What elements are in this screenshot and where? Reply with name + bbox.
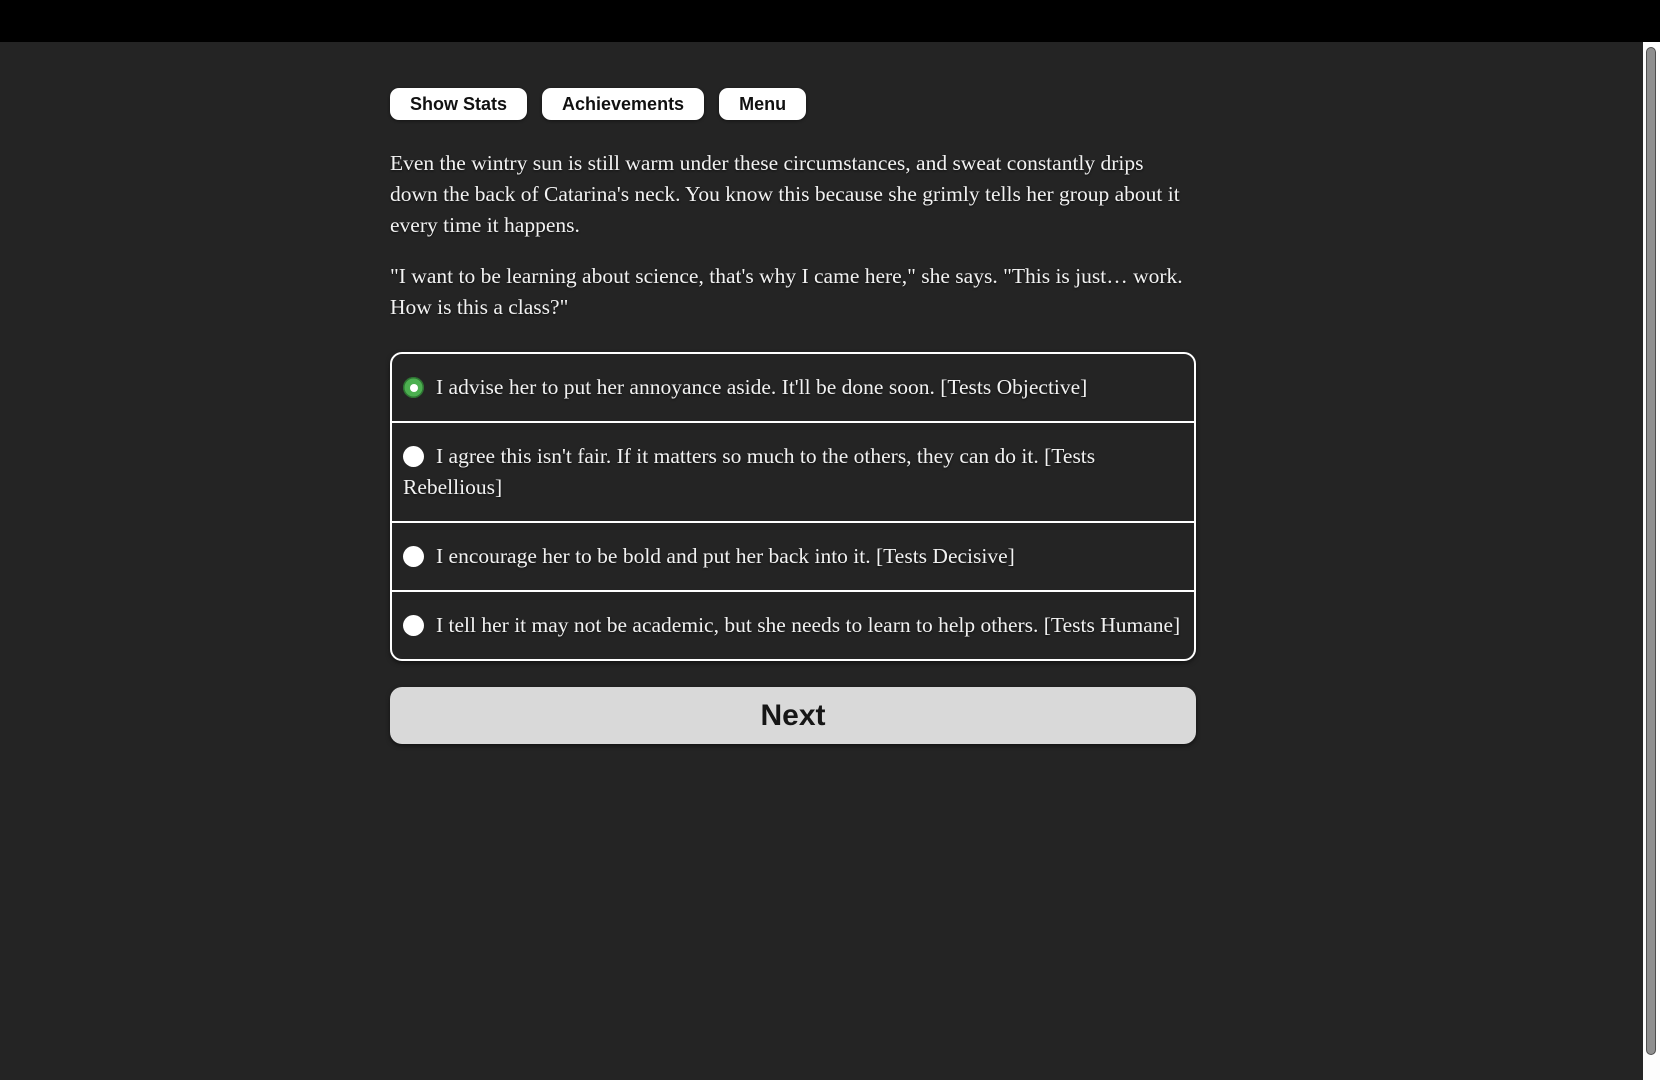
- top-black-bar: [0, 0, 1660, 42]
- scrollbar-thumb[interactable]: [1646, 47, 1656, 1055]
- scrollbar-track[interactable]: [1643, 42, 1660, 1080]
- next-button[interactable]: Next: [390, 687, 1196, 744]
- achievements-button[interactable]: Achievements: [542, 88, 704, 120]
- radio-dot-icon: [410, 384, 418, 392]
- choice-option-1[interactable]: [392, 354, 1194, 421]
- choice-label: I advise her to put her annoyance aside. It'll be done soon. [Tests Objective]: [436, 375, 1088, 399]
- choice-label: I tell her it may not be academic, but she needs to learn to help others. [Tests Humane]: [436, 613, 1181, 637]
- choice-option-4[interactable]: [392, 590, 1194, 659]
- radio-button-icon[interactable]: [403, 377, 424, 398]
- game-page: [390, 88, 1196, 744]
- show-stats-button[interactable]: Show Stats: [390, 88, 527, 120]
- choice-option-2[interactable]: [392, 421, 1194, 521]
- menu-button[interactable]: Menu: [719, 88, 806, 120]
- story-paragraph-1: Even the wintry sun is still warm under these circumstances, and sweat constantly drips down the back of Catarina's neck. You know this because she grimly tells her group about it every time it happens.: [390, 151, 1180, 237]
- story-paragraph-2: "I want to be learning about science, that's why I came here," she says. "This is just… work. How is this a class?": [390, 264, 1183, 319]
- choice-option-3[interactable]: [392, 521, 1194, 590]
- choice-group: [390, 352, 1196, 661]
- choice-label: I agree this isn't fair. If it matters so much to the others, they can do it. [Tests Rebellious]: [403, 444, 1096, 499]
- toolbar: [390, 88, 1196, 120]
- radio-button-icon[interactable]: [403, 546, 424, 567]
- choice-label: I encourage her to be bold and put her back into it. [Tests Decisive]: [436, 544, 1015, 568]
- radio-button-icon[interactable]: [403, 446, 424, 467]
- radio-button-icon[interactable]: [403, 615, 424, 636]
